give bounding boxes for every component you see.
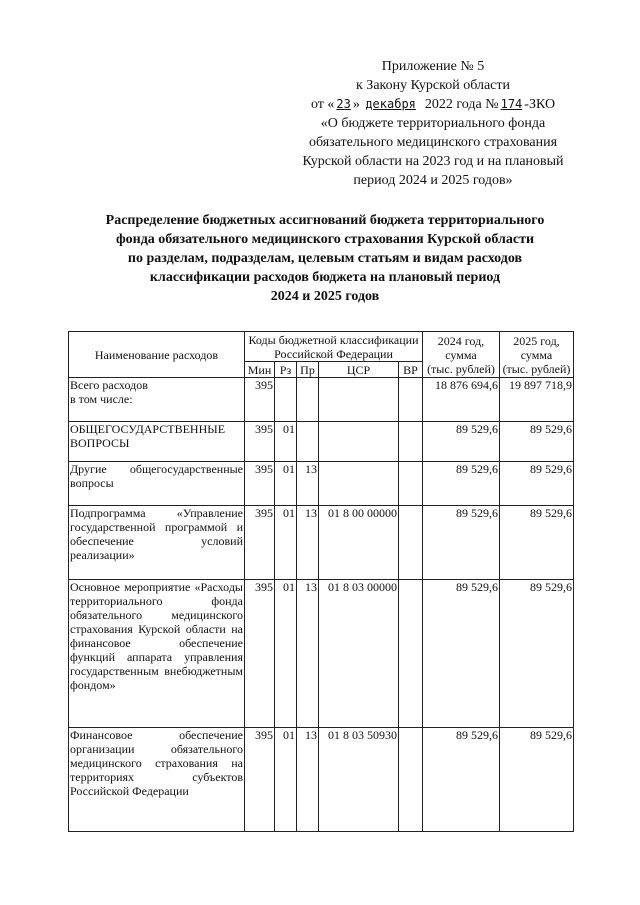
row-name: Всего расходов в том числе:: [69, 378, 245, 422]
law-title-line2: обязательного медицинского страхования: [308, 135, 558, 150]
header-2024: 2024 год, сумма (тыс. рублей): [423, 332, 500, 378]
header-min: Мин: [245, 362, 275, 378]
table-row: Финансовое обеспечение организации обязательного медицинского страхования на территориях субъектов Российской Федерации 395 01 13 01 8 03 50930 89 529,6 89 529,6: [69, 728, 574, 832]
law-title-line4: период 2024 и 2025 годов»: [353, 173, 513, 188]
document-title: Распределение бюджетных ассигнований бюджета территориального фонда обязательного медицинского страхования Курской области по разделам, подразделам, целевым статьям и видам расходов классификации расходов бюджета на плановый период 2024 и 2025 годов: [105, 213, 545, 304]
handwritten-day: 23: [336, 97, 351, 111]
law-date-line: от « 23 » декабря 2022 года № 174 -ЗКО: [310, 97, 556, 112]
header-codes: Коды бюджетной классификации Российской Федерации: [245, 332, 423, 362]
header-2025: 2025 год, сумма (тыс. рублей): [500, 332, 574, 378]
budget-table: [68, 331, 574, 832]
header-name: Наименование расходов: [69, 332, 245, 378]
table-header-row: [69, 332, 574, 362]
appendix-header: [268, 57, 598, 190]
law-title-line3: Курской области на 2023 год и на плановый: [302, 154, 564, 169]
table-row: Основное мероприятие «Расходы территориального фонда обязательного медицинского страхования Курской области на финансовое обеспечение функций аппарата управления государственным внебюджетным фондом» 395 01 13 01 8 03 00000 89 529,6 89 529,6: [69, 580, 574, 728]
header-pr: Пр: [297, 362, 319, 378]
header-rz: Рз: [275, 362, 297, 378]
table-row: Всего расходов в том числе: 395 18 876 694,6 19 897 718,9: [69, 378, 574, 422]
table-row: Другие общегосударственные вопросы 395 01 13 89 529,6 89 529,6: [69, 462, 574, 506]
header-csr: ЦСР: [319, 362, 399, 378]
table-row: Подпрограмма «Управление государственной программой и обеспечение условий реализации» 395 01 13 01 8 00 00000 89 529,6 89 529,6: [69, 506, 574, 580]
table-row: ОБЩЕГОСУДАРСТВЕННЫЕ ВОПРОСЫ 395 01 89 529,6 89 529,6: [69, 422, 574, 462]
handwritten-law-number: 174: [500, 97, 523, 111]
law-reference: к Закону Курской области: [356, 78, 510, 93]
handwritten-month: декабря: [365, 97, 416, 111]
appendix-number: Приложение № 5: [381, 59, 485, 74]
header-vr: ВР: [399, 362, 423, 378]
law-title-line1: «О бюджете территориального фонда: [320, 116, 546, 131]
